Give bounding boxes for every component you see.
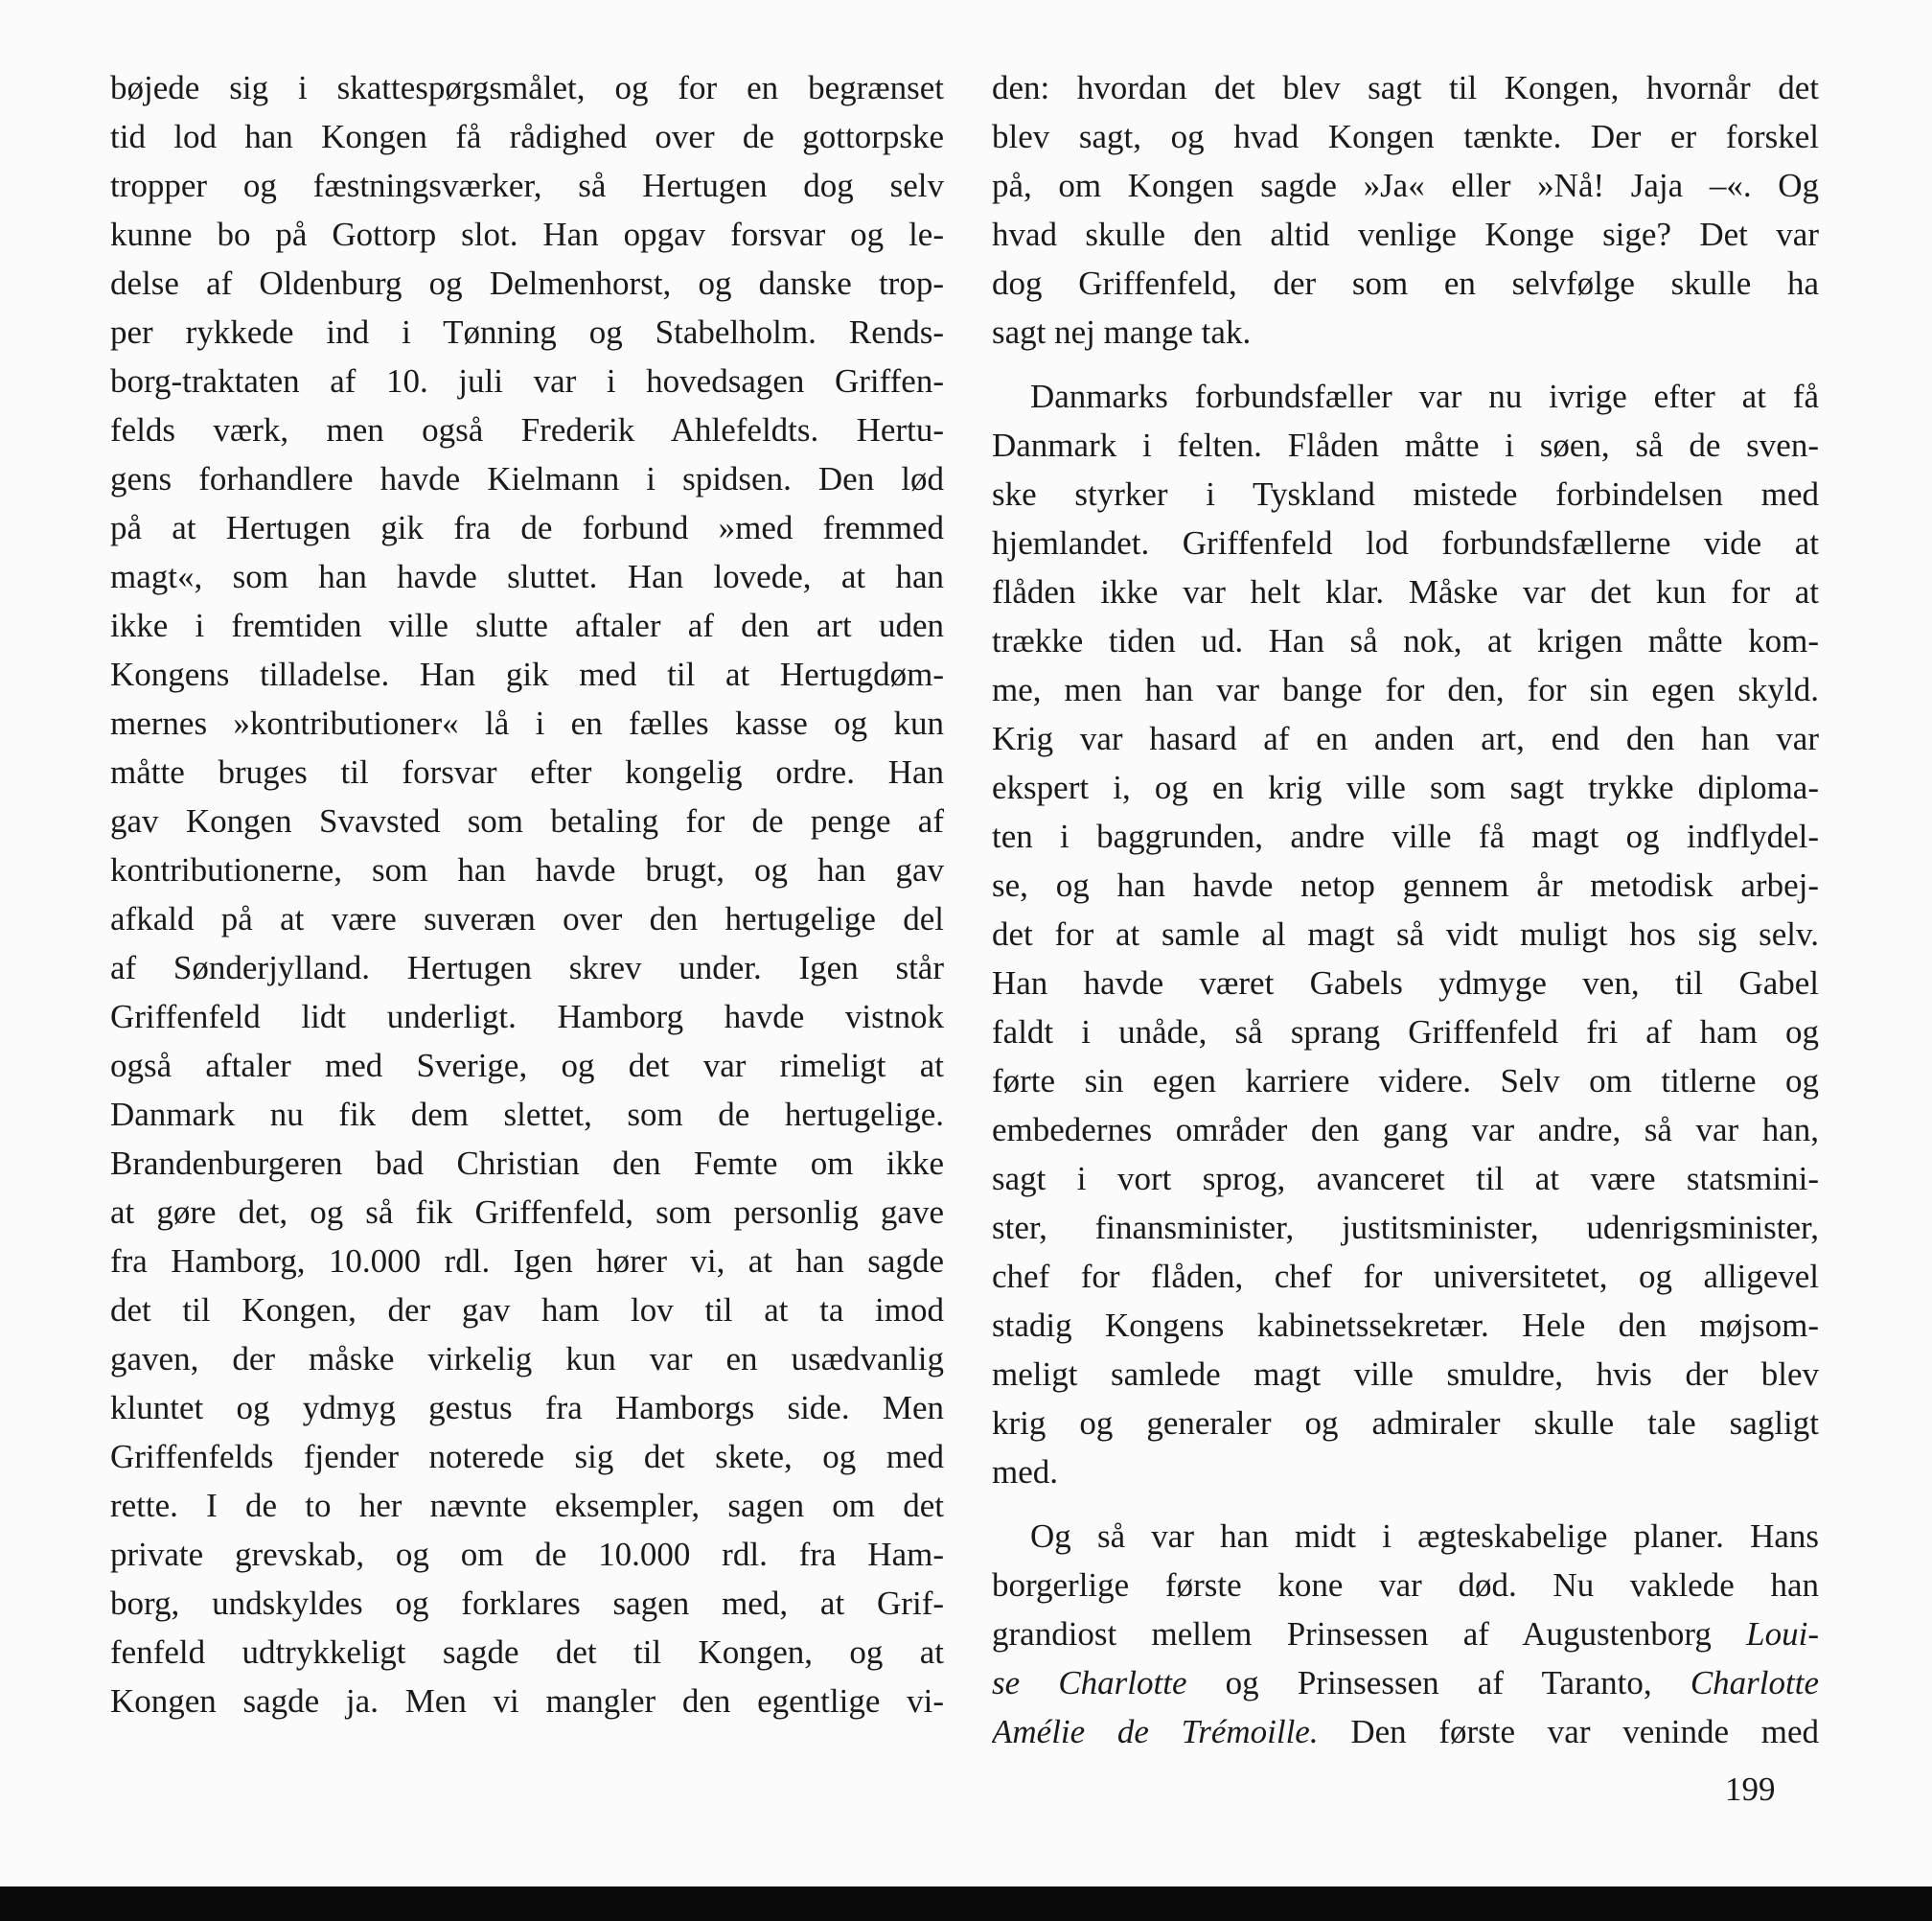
text-line: dog Griffenfeld, der som en selvfølge skulle ha (992, 265, 1819, 302)
text-line: sagt nej mange tak. (992, 313, 1252, 351)
text-line: Griffenfeld lidt underligt. Hamborg havde vistnok (110, 998, 944, 1035)
text-line: Danmark nu fik dem slettet, som de hertugelige. (110, 1096, 944, 1133)
text-line: mernes »kontributioner« lå i en fælles kasse og kun (110, 705, 944, 742)
text-line: på, om Kongen sagde »Ja« eller »Nå! Jaja –«. Og (992, 167, 1819, 204)
text-line: Og så var han midt i ægteskabelige planer. Hans (1030, 1517, 1819, 1555)
text-line: Kongen sagde ja. Men vi mangler den egentlige vi- (110, 1682, 944, 1720)
text-line: faldt i unåde, så sprang Griffenfeld fri af ham og (992, 1013, 1819, 1051)
text-run: Den første var veninde med (1318, 1713, 1819, 1750)
text-line: borgerlige første kone var død. Nu vaklede han (992, 1566, 1819, 1604)
text-line: kontributionerne, som han havde brugt, og han gav (110, 851, 944, 889)
text-line (992, 1707, 1819, 1756)
paragraph-continuation (992, 63, 1819, 357)
text-line: borg-traktaten af 10. juli var i hovedsagen Griffen- (110, 362, 944, 400)
italic-name: Loui- (1746, 1615, 1819, 1653)
text-line: sagt i vort sprog, avanceret til at være statsmini- (992, 1160, 1819, 1197)
text-line: stadig Kongens kabinetssekretær. Hele den møjsom- (992, 1307, 1819, 1344)
text-line: borg, undskyldes og forklares sagen med, at Grif- (110, 1585, 944, 1622)
text-line: Danmarks forbundsfæller var nu ivrige efter at få (1030, 378, 1819, 415)
text-line: meligt samlede magt ville smuldre, hvis der blev (992, 1355, 1819, 1393)
text-line: af Sønderjylland. Hertugen skrev under. Igen står (110, 949, 944, 986)
text-line: fra Hamborg, 10.000 rdl. Igen hører vi, at han sagde (110, 1242, 944, 1280)
text-line: det for at samle al magt så vidt muligt hos sig selv. (992, 915, 1819, 953)
text-line: Kongens tilladelse. Han gik med til at Hertugdøm- (110, 656, 944, 693)
text-line: felds værk, men også Frederik Ahlefeldts. Hertu- (110, 411, 944, 449)
text-line: fenfeld udtrykkeligt sagde det til Kongen, og at (110, 1633, 944, 1671)
text-line: per rykkede ind i Tønning og Stabelholm. Rends- (110, 313, 944, 351)
text-line: gaven, der måske virkelig kun var en usædvanlig (110, 1340, 944, 1377)
text-line: på at Hertugen gik fra de forbund »med fremmed (110, 509, 944, 546)
text-line: tid lod han Kongen få rådighed over de gottorpske (110, 118, 944, 155)
italic-name: Amélie de Trémoille. (992, 1713, 1319, 1750)
text-line: flåden ikke var helt klar. Måske var det kun for at (992, 573, 1819, 611)
paragraph-marriage-plans (992, 1512, 1819, 1756)
text-line: ikke i fremtiden ville slutte aftaler af den art uden (110, 607, 944, 644)
text-line: rette. I de to her nævnte eksempler, sagen om det (110, 1487, 944, 1524)
text-line: måtte bruges til forsvar efter kongelig ordre. Han (110, 753, 944, 791)
text-line: ske styrker i Tyskland mistede forbindelsen med (992, 475, 1819, 513)
text-line: førte sin egen karriere videre. Selv om titlerne og (992, 1062, 1819, 1099)
text-line: kluntet og ydmyg gestus fra Hamborgs side. Men (110, 1389, 944, 1426)
text-line: magt«, som han havde sluttet. Han lovede, at han (110, 558, 944, 595)
text-line: se, og han havde netop gennem år metodisk arbej- (992, 867, 1819, 904)
text-line (992, 1609, 1819, 1658)
text-line: med. (992, 1453, 1059, 1491)
text-line: Brandenburgeren bad Christian den Femte om ikke (110, 1145, 944, 1182)
italic-name: Charlotte (1690, 1664, 1819, 1701)
text-line: krig og generaler og admiraler skulle tale sagligt (992, 1404, 1819, 1442)
text-line: kunne bo på Gottorp slot. Han opgav forsvar og le- (110, 216, 944, 253)
text-line: det til Kongen, der gav ham lov til at ta imod (110, 1291, 944, 1329)
text-line: trække tiden ud. Han så nok, at krigen måtte kom- (992, 622, 1819, 660)
text-line: afkald på at være suveræn over den hertugelige del (110, 900, 944, 937)
text-line: også aftaler med Sverige, og det var rimeligt at (110, 1047, 944, 1084)
text-line: Danmark i felten. Flåden måtte i søen, så de sven- (992, 427, 1819, 464)
scan-edge-bar (0, 1886, 1932, 1921)
page-number: 199 (1725, 1771, 1776, 1808)
text-line: tropper og fæstningsværker, så Hertugen dog selv (110, 167, 944, 204)
text-line: Han havde været Gabels ydmyge ven, til Gabel (992, 964, 1819, 1002)
text-line: hvad skulle den altid venlige Konge sige? Det var (992, 216, 1819, 253)
text-line: ekspert i, og en krig ville som sagt trykke diploma- (992, 769, 1819, 806)
text-line: delse af Oldenburg og Delmenhorst, og danske trop- (110, 265, 944, 302)
text-line: ten i baggrunden, andre ville få magt og indflydel- (992, 818, 1819, 855)
paragraph-allies (992, 372, 1819, 1496)
text-line: me, men han var bange for den, for sin egen skyld. (992, 671, 1819, 708)
italic-name: se Charlotte (992, 1664, 1187, 1701)
text-line: ster, finansminister, justitsminister, udenrigsminister, (992, 1209, 1819, 1246)
right-text-column (992, 63, 1819, 1756)
text-line: gens forhandlere havde Kielmann i spidsen. Den lød (110, 460, 944, 498)
text-line: blev sagt, og hvad Kongen tænkte. Der er forskel (992, 118, 1819, 155)
text-line: at gøre det, og så fik Griffenfeld, som personlig gave (110, 1193, 944, 1231)
text-run: grandiost mellem Prinsessen af Augustenborg (992, 1615, 1747, 1653)
text-run: og Prinsessen af Taranto, (1186, 1664, 1690, 1701)
text-line: Krig var hasard af en anden art, end den han var (992, 720, 1819, 757)
text-line: den: hvordan det blev sagt til Kongen, hvornår det (992, 69, 1819, 106)
left-text-column (110, 63, 944, 1725)
text-line: chef for flåden, chef for universitetet, og alligevel (992, 1258, 1819, 1295)
text-line: gav Kongen Svavsted som betaling for de penge af (110, 802, 944, 840)
text-line: Griffenfelds fjender noterede sig det skete, og med (110, 1438, 944, 1475)
text-line: hjemlandet. Griffenfeld lod forbundsfællerne vide at (992, 524, 1819, 562)
text-line: private grevskab, og om de 10.000 rdl. fra Ham- (110, 1536, 944, 1573)
text-line: bøjede sig i skattespørgsmålet, og for en begrænset (110, 69, 944, 106)
text-line (992, 1658, 1819, 1707)
text-line: embedernes områder den gang var andre, så var han, (992, 1111, 1819, 1148)
